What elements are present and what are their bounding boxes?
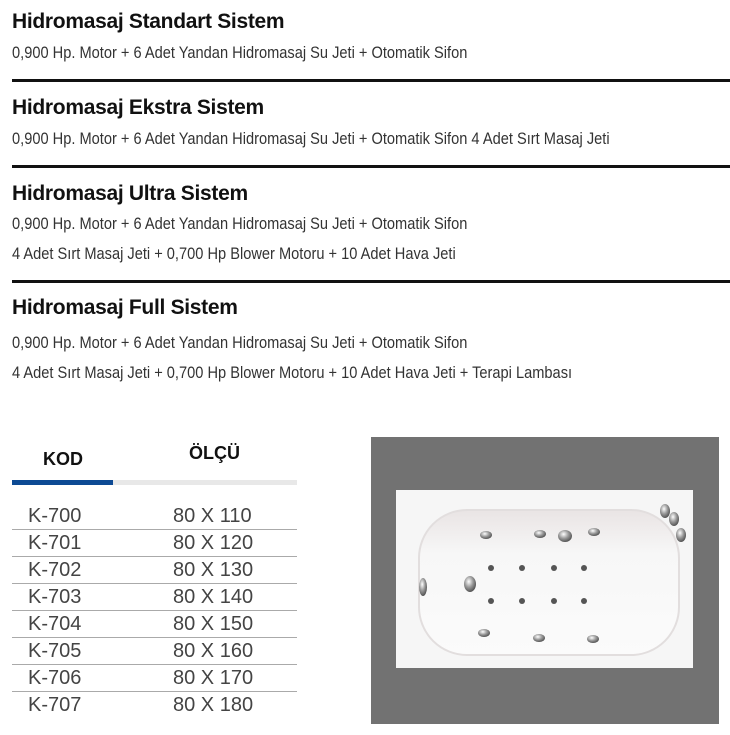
row-size: 80 X 140 [173, 586, 254, 608]
table-row [12, 665, 297, 692]
system-title-standart: Hidromasaj Standart Sistem [12, 10, 285, 33]
tub-basin [419, 510, 679, 655]
table-header-code: KOD [43, 449, 83, 469]
row-code: K-706 [28, 667, 82, 689]
row-size: 80 X 110 [173, 505, 252, 527]
row-code: K-703 [28, 586, 82, 608]
system-desc-ultra-line2: 4 Adet Sırt Masaj Jeti + 0,700 Hp Blower Motoru + 10 Adet Hava Jeti [12, 244, 456, 263]
system-desc-full-line2: 4 Adet Sırt Masaj Jeti + 0,700 Hp Blower Motoru + 10 Adet Hava Jeti + Terapi Lambası [12, 363, 573, 382]
table-row [12, 530, 297, 557]
table-row [12, 692, 297, 719]
header-underline-accent [12, 480, 113, 485]
row-code: K-707 [28, 694, 82, 716]
table-header-size: ÖLÇÜ [189, 443, 240, 463]
row-code: K-704 [28, 613, 82, 635]
system-desc-ultra-line1: 0,900 Hp. Motor + 6 Adet Yandan Hidromasaj Su Jeti + Otomatik Sifon [12, 214, 468, 233]
row-code: K-701 [28, 532, 82, 554]
table-row [12, 557, 297, 584]
row-size: 80 X 130 [173, 559, 254, 581]
row-code: K-702 [28, 559, 82, 581]
table-row [12, 503, 297, 530]
table-row [12, 611, 297, 638]
system-title-full: Hidromasaj Full Sistem [12, 296, 238, 319]
system-desc-full-line1: 0,900 Hp. Motor + 6 Adet Yandan Hidromasaj Su Jeti + Otomatik Sifon [12, 333, 468, 352]
divider [12, 280, 730, 283]
row-size: 80 X 180 [173, 694, 254, 716]
row-size: 80 X 160 [173, 640, 254, 662]
table-row [12, 584, 297, 611]
system-desc-standart: 0,900 Hp. Motor + 6 Adet Yandan Hidromasaj Su Jeti + Otomatik Sifon [12, 43, 468, 62]
system-desc-ekstra: 0,900 Hp. Motor + 6 Adet Yandan Hidromasaj Su Jeti + Otomatik Sifon 4 Adet Sırt Masaj Jeti [12, 129, 610, 148]
row-size: 80 X 150 [173, 613, 254, 635]
divider [12, 79, 730, 82]
product-image [371, 437, 719, 724]
system-title-ekstra: Hidromasaj Ekstra Sistem [12, 96, 264, 119]
row-size: 80 X 170 [173, 667, 254, 689]
bathtub-image [371, 437, 719, 724]
system-title-ultra: Hidromasaj Ultra Sistem [12, 182, 248, 205]
row-code: K-700 [28, 505, 82, 527]
divider [12, 165, 730, 168]
table-row [12, 638, 297, 665]
row-size: 80 X 120 [173, 532, 254, 554]
header-underline [113, 480, 297, 485]
row-code: K-705 [28, 640, 82, 662]
